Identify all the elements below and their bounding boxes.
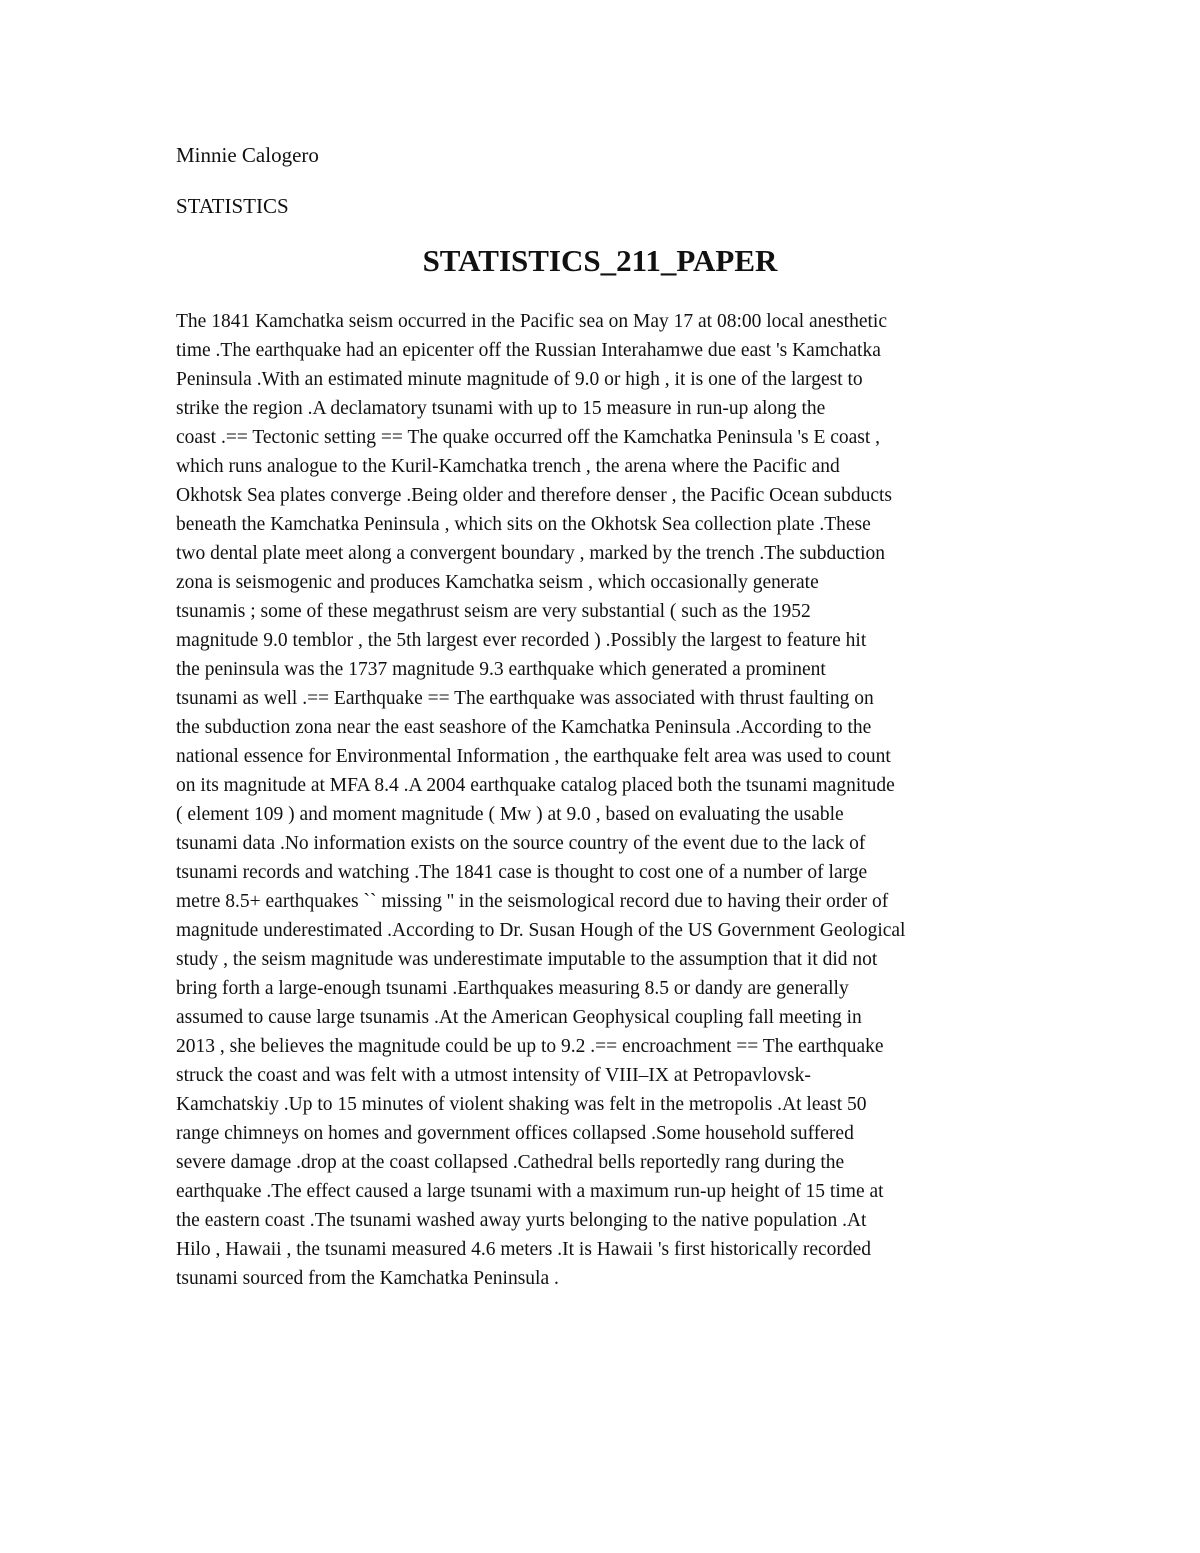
body-line: earthquake .The effect caused a large tsunami with a maximum run-up height of 15 time at [176,1181,884,1202]
body-line: 2013 , she believes the magnitude could be up to 9.2 .== encroachment == The earthquake [176,1036,884,1057]
body-line: struck the coast and was felt with a utmost intensity of VIII–IX at Petropavlovsk- [176,1065,811,1086]
body-line: range chimneys on homes and government offices collapsed .Some household suffered [176,1123,854,1144]
body-line: which runs analogue to the Kuril-Kamchatka trench , the arena where the Pacific and [176,456,840,477]
body-line: magnitude underestimated .According to Dr. Susan Hough of the US Government Geological [176,920,906,941]
body-line: the peninsula was the 1737 magnitude 9.3 earthquake which generated a prominent [176,659,826,680]
body-line: magnitude 9.0 temblor , the 5th largest ever recorded ) .Possibly the largest to feature hit [176,630,867,651]
body-line: on its magnitude at MFA 8.4 .A 2004 earthquake catalog placed both the tsunami magnitude [176,775,895,796]
body-line: strike the region .A declamatory tsunami with up to 15 measure in run-up along the [176,398,826,419]
body-line: tsunamis ; some of these megathrust seism are very substantial ( such as the 1952 [176,601,811,622]
body-paragraph [176,307,1036,1293]
body-line: severe damage .drop at the coast collapsed .Cathedral bells reportedly rang during the [176,1152,845,1173]
body-line: tsunami sourced from the Kamchatka Peninsula . [176,1268,559,1289]
body-line: the eastern coast .The tsunami washed away yurts belonging to the native population .At [176,1210,867,1231]
body-line: ( element 109 ) and moment magnitude ( Mw ) at 9.0 , based on evaluating the usable [176,804,844,825]
body-line: Hilo , Hawaii , the tsunami measured 4.6 meters .It is Hawaii 's first historically recorded [176,1239,872,1260]
course-name: STATISTICS [176,194,289,218]
body-line: tsunami data .No information exists on the source country of the event due to the lack of [176,833,866,854]
body-line: Peninsula .With an estimated minute magnitude of 9.0 or high , it is one of the largest to [176,369,863,390]
body-line: tsunami as well .== Earthquake == The earthquake was associated with thrust faulting on [176,688,874,709]
body-line: the subduction zona near the east seashore of the Kamchatka Peninsula .According to the [176,717,872,738]
body-line: beneath the Kamchatka Peninsula , which sits on the Okhotsk Sea collection plate .These [176,514,871,535]
body-line: Okhotsk Sea plates converge .Being older and therefore denser , the Pacific Ocean subducts [176,485,893,506]
body-line: coast .== Tectonic setting == The quake occurred off the Kamchatka Peninsula 's E coast , [176,427,881,448]
body-line: metre 8.5+ earthquakes `` missing '' in the seismological record due to having their order of [176,891,889,912]
body-line: assumed to cause large tsunamis .At the American Geophysical coupling fall meeting in [176,1007,862,1028]
body-line: The 1841 Kamchatka seism occurred in the Pacific sea on May 17 at 08:00 local anesthetic [176,311,887,332]
body-line: bring forth a large-enough tsunami .Earthquakes measuring 8.5 or dandy are generally [176,978,849,999]
body-line: two dental plate meet along a convergent boundary , marked by the trench .The subduction [176,543,885,564]
author-name: Minnie Calogero [176,143,319,167]
body-line: study , the seism magnitude was underestimate imputable to the assumption that it did not [176,949,878,970]
body-line: zona is seismogenic and produces Kamchatka seism , which occasionally generate [176,572,819,593]
body-line: time .The earthquake had an epicenter off the Russian Interahamwe due east 's Kamchatka [176,340,881,361]
body-line: national essence for Environmental Information , the earthquake felt area was used to count [176,746,891,767]
body-line: Kamchatskiy .Up to 15 minutes of violent shaking was felt in the metropolis .At least 50 [176,1094,867,1115]
paper-title: STATISTICS_211_PAPER [422,243,778,278]
body-line: tsunami records and watching .The 1841 case is thought to cost one of a number of large [176,862,868,883]
